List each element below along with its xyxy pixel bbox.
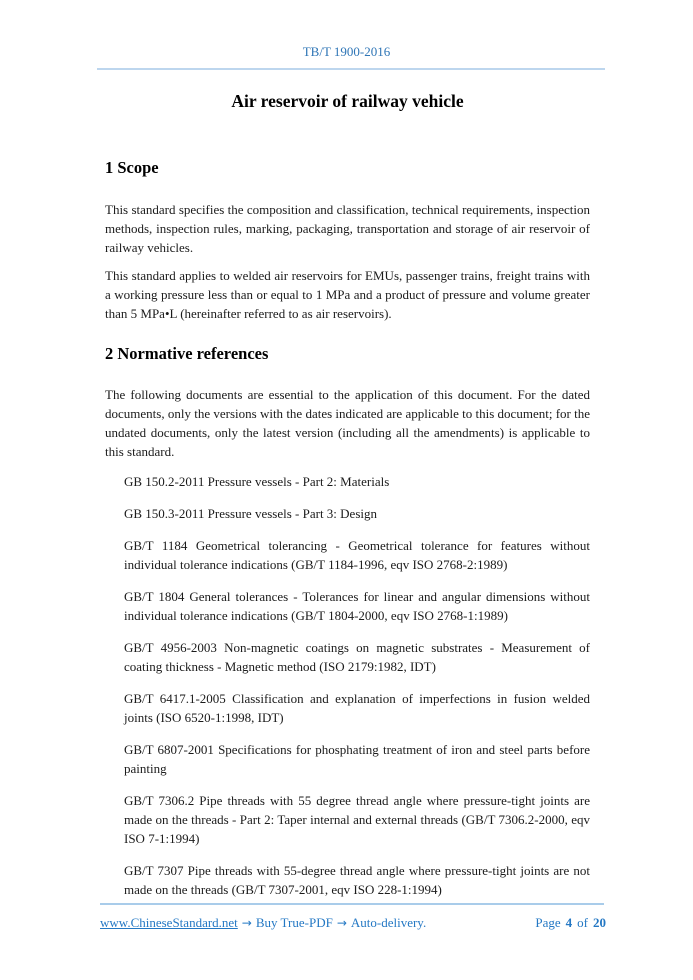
footer-delivery-text: Auto-delivery. bbox=[350, 915, 427, 930]
footer-left-group bbox=[100, 913, 426, 933]
page-footer bbox=[0, 903, 693, 933]
reference-item: GB/T 7307 Pipe threads with 55-degree thread angle where pressure-tight joints are not made on the threads (GB/T 7307-2001, eqv ISO 228-1:1994) bbox=[124, 863, 590, 897]
document-title: Air reservoir of railway vehicle bbox=[231, 91, 464, 111]
footer-row bbox=[100, 913, 606, 933]
section-heading-normative-references: 2 Normative references bbox=[105, 344, 269, 363]
footer-page-current: 4 bbox=[565, 915, 573, 930]
footer-page-label: Page bbox=[535, 915, 561, 930]
footer-of-label: of bbox=[577, 915, 588, 930]
footer-buy-text: Buy True-PDF bbox=[255, 915, 333, 930]
scope-paragraph-1: This standard specifies the composition and classification, technical requirements, inspection methods, inspection rules, marking, packaging, transportation and storage of air reservoir of railway vehicles. bbox=[105, 202, 590, 255]
header-divider bbox=[97, 68, 605, 70]
footer-page-indicator bbox=[530, 913, 606, 932]
reference-item: GB/T 7306.2 Pipe threads with 55 degree thread angle where pressure-tight joints are made on the threads - Part 2: Taper internal and external threads (GB/T 7306.2-2000, eqv ISO 7-1:1994) bbox=[124, 793, 590, 846]
arrow-right-icon: → bbox=[336, 916, 347, 930]
normative-intro-paragraph: The following documents are essential to the application of this document. For the dated documents, only the versions with the dates indicated are applicable to this document; for the undated documents, only the latest version (including all the amendments) is applicable to this standard. bbox=[105, 387, 590, 459]
reference-item: GB/T 4956-2003 Non-magnetic coatings on magnetic substrates - Measurement of coating thickness - Magnetic method (ISO 2179:1982, IDT) bbox=[124, 640, 590, 674]
scope-paragraph-2: This standard applies to welded air reservoirs for EMUs, passenger trains, freight trains with a working pressure less than or equal to 1 MPa and a product of pressure and volume greater than 5 MPa•L (hereinafter referred to as air reservoirs). bbox=[105, 268, 590, 321]
reference-item: GB 150.2-2011 Pressure vessels - Part 2: Materials bbox=[124, 474, 390, 489]
reference-item: GB/T 1184 Geometrical tolerancing - Geometrical tolerance for features without individual tolerance indications (GB/T 1184-1996, eqv ISO 2768-2:1989) bbox=[124, 538, 590, 572]
footer-page-total: 20 bbox=[593, 915, 606, 930]
header-doc-code: TB/T 1900-2016 bbox=[302, 44, 391, 59]
footer-divider bbox=[100, 903, 604, 905]
section-heading-scope: 1 Scope bbox=[105, 158, 159, 177]
reference-item: GB/T 6417.1-2005 Classification and explanation of imperfections in fusion welded joints (ISO 6520-1:1998, IDT) bbox=[124, 691, 590, 725]
footer-link[interactable]: www.ChineseStandard.net bbox=[100, 915, 238, 930]
reference-item: GB/T 6807-2001 Specifications for phosphating treatment of iron and steel parts before painting bbox=[124, 742, 590, 776]
arrow-right-icon: → bbox=[241, 916, 252, 930]
reference-item: GB 150.3-2011 Pressure vessels - Part 3: Design bbox=[124, 506, 377, 521]
reference-item: GB/T 1804 General tolerances - Tolerances for linear and angular dimensions without individual tolerance indications (GB/T 1804-2000, eqv ISO 2768-1:1989) bbox=[124, 589, 590, 623]
